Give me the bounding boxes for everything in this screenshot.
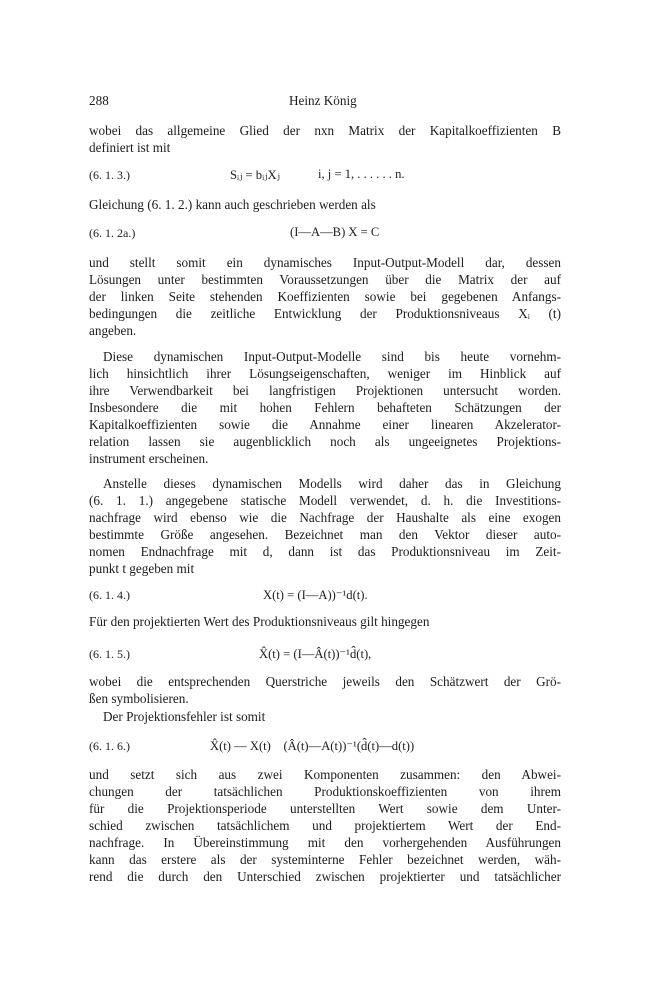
- equation-number-6-1-4: (6. 1. 4.): [89, 588, 130, 602]
- paragraph-3-line-2: (6. 1. 1.) angegebene statische Modell verwendet, d. h. die Investitions-: [89, 493, 561, 508]
- paragraph-5-line-3: für die Projektionsperiode unterstellten Wert sowie dem Unter-: [89, 801, 561, 816]
- projected-value-line: Für den projektierten Wert des Produktionsniveaus gilt hingegen: [89, 614, 430, 629]
- paragraph-5-line-6: kann das erstere als der systeminterne Fehler bezeichnet werden, wäh-: [89, 852, 561, 867]
- paragraph-1-line-3: der linken Seite stehenden Koeffizienten sowie bei gegebenen Anfangs-: [89, 289, 561, 304]
- equation-number-6-1-3: (6. 1. 3.): [89, 168, 130, 182]
- paragraph-3-line-5: nomen Endnachfrage mit d, dann ist das Produktionsniveau im Zeit-: [89, 544, 561, 559]
- paragraph-4-line-1: wobei die entsprechenden Querstriche jeweils den Schätzwert der Grö-: [89, 674, 561, 689]
- paragraph-1-line-2: Lösungen unter bestimmten Voraussetzungen über die Matrix der auf: [89, 272, 561, 287]
- paragraph-2-line-6: relation lassen sie augenblicklich noch als ungeeignetes Projektions-: [89, 434, 561, 449]
- paragraph-2-line-1: Diese dynamischen Input-Output-Modelle sind bis heute vornehm-: [103, 349, 561, 364]
- paragraph-2-line-5: Kapitalkoeffizienten sowie die Annahme einer linearen Akzelerator-: [89, 417, 561, 432]
- paragraph-3-line-1: Anstelle dieses dynamischen Modells wird daher das in Gleichung: [103, 476, 561, 491]
- paragraph-3-line-4: bestimmte Größe angesehen. Bezeichnet man den Vektor dieser auto-: [89, 527, 561, 542]
- paragraph-3-line-6: punkt t gegeben mit: [89, 561, 195, 576]
- equation-number-6-1-6: (6. 1. 6.): [89, 739, 130, 753]
- paragraph-5-line-2: chungen der tatsächlichen Produktionskoeffizienten von ihrem: [89, 784, 561, 799]
- paragraph-5-line-5: nachfrage. In Übereinstimmung mit den vorhergehenden Ausführungen: [89, 835, 561, 850]
- paragraph-1-line-1: und stellt somit ein dynamisches Input-Output-Modell dar, dessen: [89, 255, 561, 270]
- paragraph-2-line-3: ihre Verwendbarkeit bei langfristigen Projektionen untersucht worden.: [89, 383, 561, 398]
- equation-6-1-3-range: i, j = 1, . . . . . . n.: [318, 167, 405, 181]
- equation-number-6-1-5: (6. 1. 5.): [89, 647, 130, 661]
- paragraph-5-line-4: schied zwischen tatsächlichem und projektiertem Wert der End-: [89, 818, 561, 833]
- paragraph-3-line-3: nachfrage wird ebenso wie die Nachfrage der Haushalte als eine exogen: [89, 510, 561, 525]
- paragraph-4-line-2: ßen symbolisieren.: [89, 691, 189, 706]
- paragraph-1-line-5: angeben.: [89, 323, 137, 338]
- equation-6-1-3: Sᵢⱼ = bᵢⱼXⱼ: [230, 168, 280, 182]
- equation-6-1-2a: (I—A—B) X = C: [290, 225, 380, 239]
- paragraph-5-line-1: und setzt sich aus zwei Komponenten zusammen: den Abwei-: [89, 767, 561, 782]
- paragraph-2-line-7: instrument erscheinen.: [89, 451, 209, 466]
- page-number: 288: [89, 93, 109, 108]
- paragraph-1-line-4: bedingungen die zeitliche Entwicklung der Produktionsniveaus Xᵢ (t): [89, 306, 561, 321]
- intro-line-2: definiert ist mit: [89, 140, 171, 155]
- gleichung-line: Gleichung (6. 1. 2.) kann auch geschrieben werden als: [89, 197, 376, 212]
- equation-6-1-6: X̂(t) — X(t) (Â(t)—A(t))⁻¹(d̂(t)—d(t)): [210, 739, 415, 753]
- equation-6-1-5: X̂(t) = (I—Â(t))⁻¹d̂(t),: [259, 647, 372, 661]
- equation-6-1-4: X(t) = (I—A))⁻¹d(t).: [263, 588, 368, 602]
- projection-error-line: Der Projektionsfehler ist somit: [103, 709, 266, 724]
- paragraph-2-line-2: lich hinsichtlich ihrer Lösungseigenschaften, weniger im Hinblick auf: [89, 366, 561, 381]
- paragraph-2-line-4: Insbesondere die mit hohen Fehlern behafteten Schätzungen der: [89, 400, 561, 415]
- equation-number-6-1-2a: (6. 1. 2a.): [89, 226, 136, 240]
- paragraph-5-line-7: rend die durch den Unterschied zwischen projektierter und tatsächlicher: [89, 869, 561, 884]
- intro-line-1: wobei das allgemeine Glied der nxn Matrix der Kapitalkoeffizienten B: [89, 123, 561, 138]
- running-head-author: Heinz König: [289, 93, 357, 108]
